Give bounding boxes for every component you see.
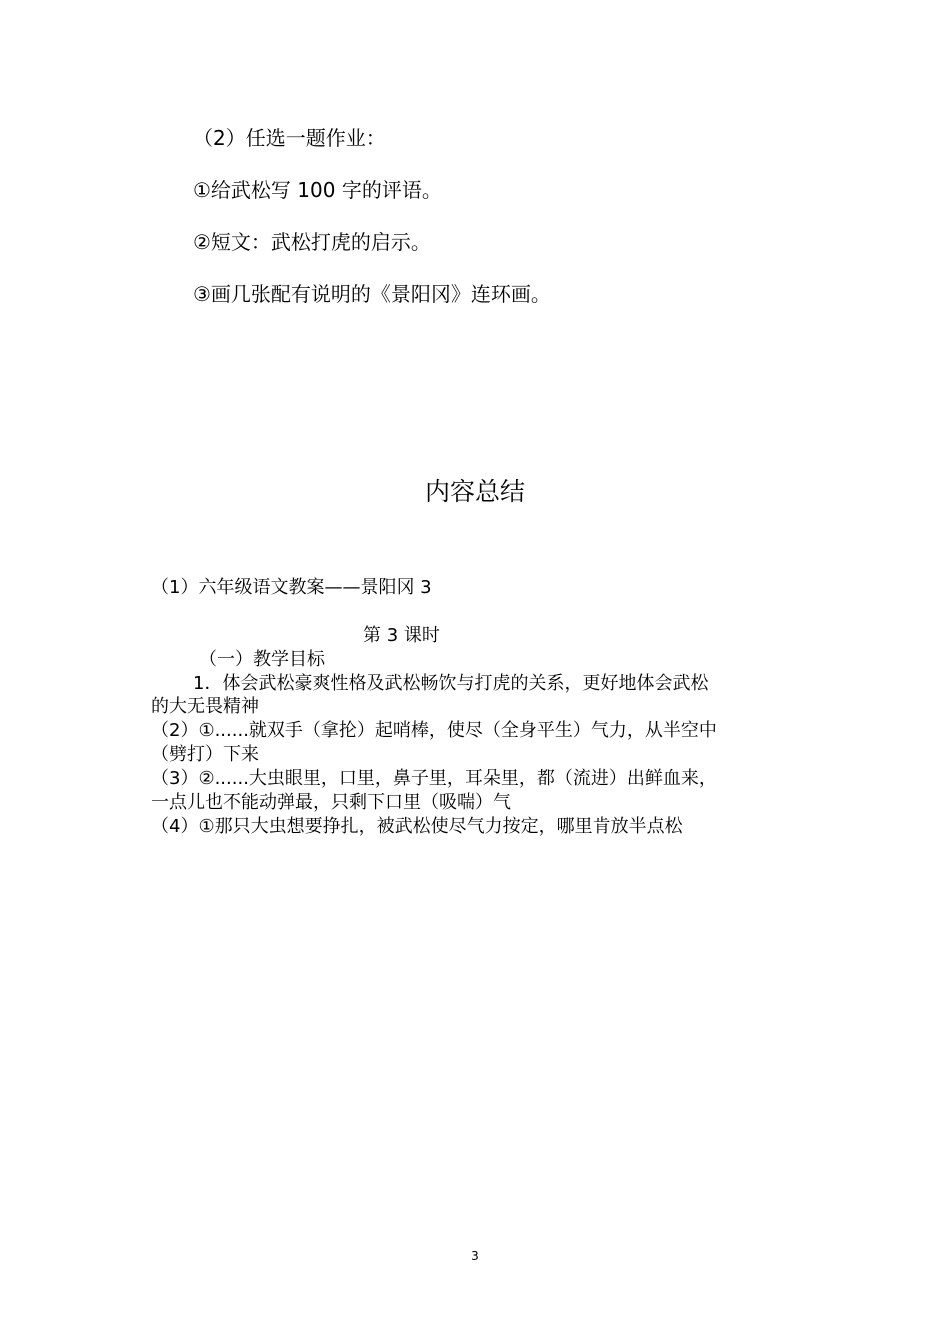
summary-line-lesson: （1）六年级语文教案——景阳冈 3: [151, 577, 432, 598]
summary-line-period: 第 3 课时: [363, 625, 440, 646]
summary-line-objective-1: 1．体会武松豪爽性格及武松畅饮与打虎的关系，更好地体会武松: [193, 673, 709, 694]
summary-line-3: （3）②......大虫眼里，口里，鼻子里，耳朵里，都（流进）出鲜血来，: [151, 768, 717, 789]
homework-option-3: ③画几张配有说明的《景阳冈》连环画。: [193, 282, 551, 306]
homework-heading: （2）任选一题作业：: [193, 126, 386, 150]
page-number: 3: [471, 1249, 479, 1263]
homework-option-1: ①给武松写 100 字的评语。: [193, 178, 442, 202]
summary-line-2-cont: （劈打）下来: [151, 744, 259, 765]
summary-title: 内容总结: [424, 477, 525, 506]
homework-option-2: ②短文：武松打虎的启示。: [193, 230, 431, 254]
summary-line-2: （2）①......就双手（拿抡）起哨棒，使尽（全身平生）气力，从半空中: [151, 720, 717, 741]
summary-line-objective-1-cont: 的大无畏精神: [151, 696, 259, 717]
summary-line-3-cont: 一点儿也不能动弹最，只剩下口里（吸喘）气: [151, 792, 511, 813]
summary-line-objectives: （一）教学目标: [199, 649, 325, 670]
summary-line-4: （4）①那只大虫想要挣扎，被武松使尽气力按定，哪里肯放半点松: [151, 816, 683, 837]
